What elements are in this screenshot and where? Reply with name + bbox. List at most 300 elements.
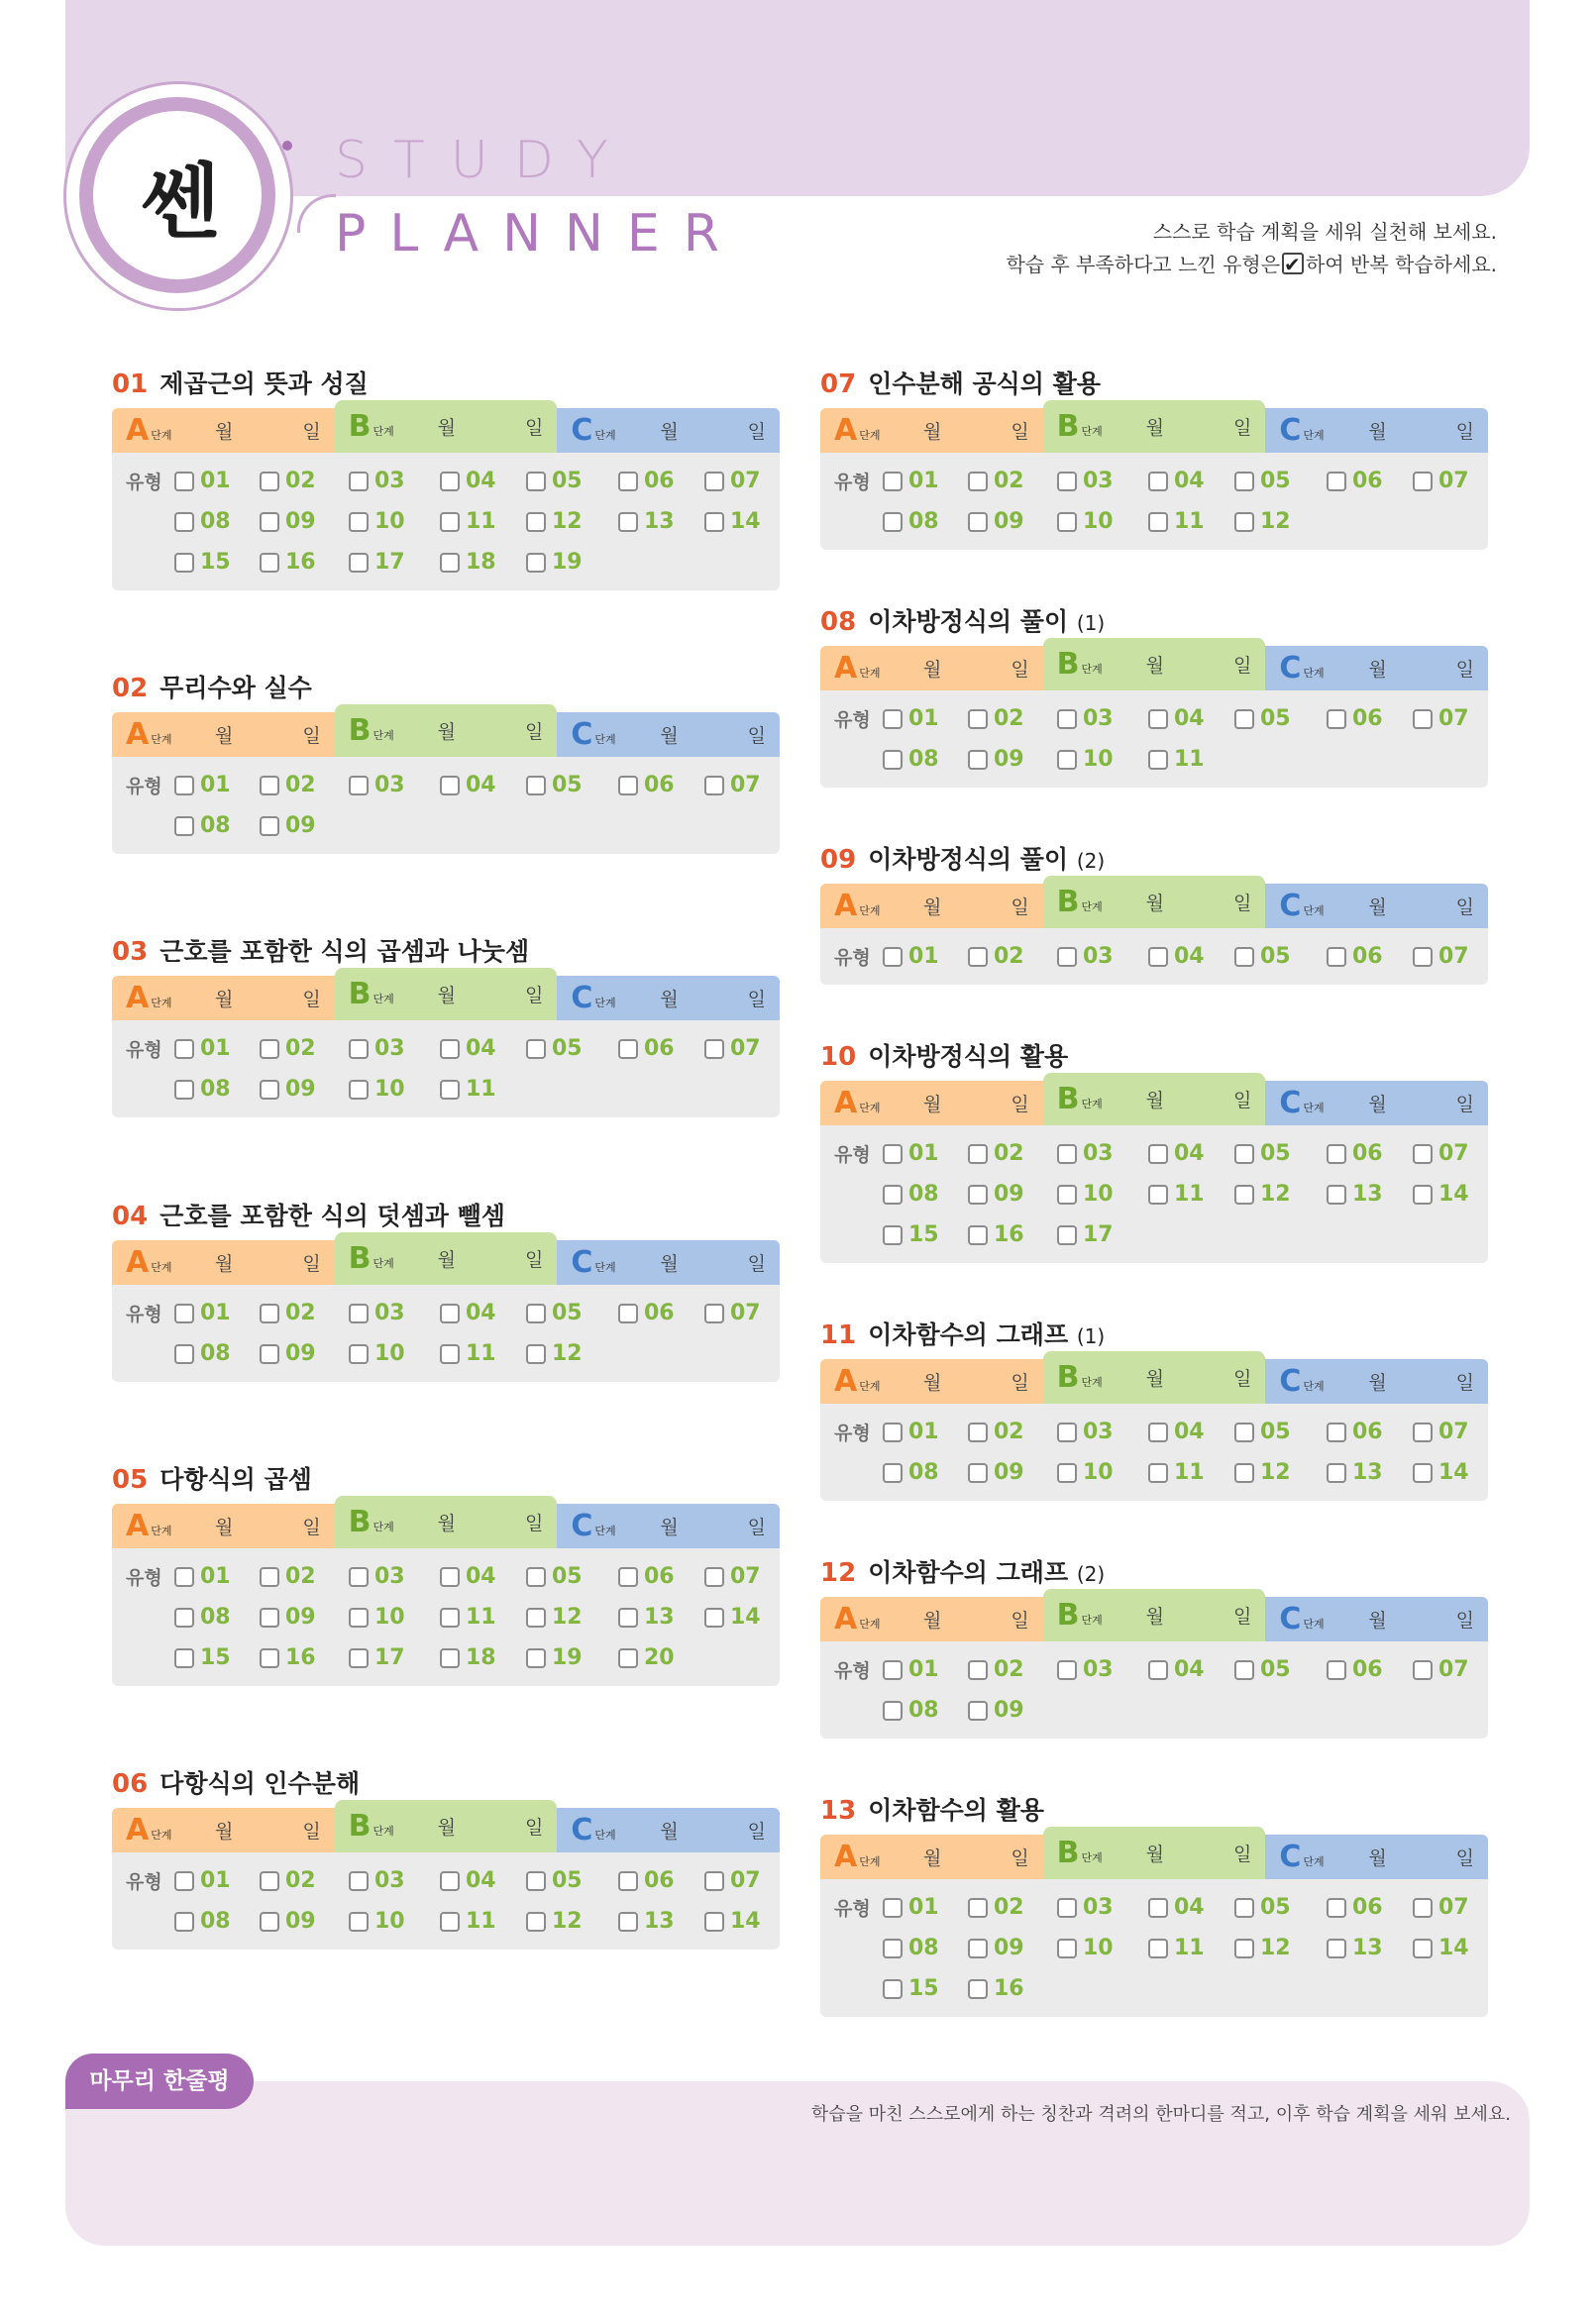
checkbox[interactable]: [440, 1344, 460, 1364]
checkbox[interactable]: [440, 1912, 460, 1932]
day-field[interactable]: 일: [1232, 417, 1252, 439]
checkbox[interactable]: [260, 776, 279, 795]
type-item[interactable]: [1148, 1936, 1234, 1960]
type-item[interactable]: [174, 1564, 260, 1589]
checkbox[interactable]: [1413, 1898, 1433, 1918]
type-item[interactable]: [1148, 1182, 1234, 1207]
checkbox[interactable]: [440, 1648, 460, 1668]
checkbox[interactable]: [1148, 472, 1168, 491]
type-item[interactable]: [440, 1868, 526, 1893]
checkbox[interactable]: [1057, 472, 1077, 491]
type-item[interactable]: [349, 1868, 440, 1893]
type-item[interactable]: [883, 1420, 968, 1444]
type-item[interactable]: [1057, 1182, 1148, 1207]
checkbox[interactable]: [440, 1039, 460, 1059]
checkbox[interactable]: [174, 472, 194, 491]
checkbox[interactable]: [883, 1898, 903, 1918]
type-item[interactable]: [704, 509, 764, 534]
type-item[interactable]: [349, 1605, 440, 1630]
day-field[interactable]: 일: [302, 421, 321, 443]
checkbox[interactable]: [704, 512, 724, 532]
checkbox[interactable]: [1234, 1185, 1254, 1205]
checkbox[interactable]: [1148, 1660, 1168, 1680]
checkbox[interactable]: [349, 1344, 369, 1364]
day-field[interactable]: 일: [1011, 897, 1029, 918]
checkbox[interactable]: [1327, 709, 1346, 729]
type-item[interactable]: [260, 1645, 349, 1670]
checkbox[interactable]: [1148, 750, 1168, 770]
checkbox[interactable]: [968, 1660, 988, 1680]
checkbox[interactable]: [260, 1608, 279, 1628]
checkbox[interactable]: [883, 750, 903, 770]
type-item[interactable]: [1413, 1895, 1472, 1920]
day-field[interactable]: 일: [524, 721, 544, 743]
checkbox[interactable]: [174, 553, 194, 573]
checkbox[interactable]: [1413, 472, 1433, 491]
type-item[interactable]: [618, 1909, 704, 1934]
type-item[interactable]: [349, 1036, 440, 1061]
type-item[interactable]: [968, 1141, 1057, 1166]
type-item[interactable]: [440, 1564, 526, 1589]
day-field[interactable]: 일: [1455, 1372, 1475, 1394]
month-field[interactable]: 월: [1368, 1372, 1387, 1394]
checkbox[interactable]: [174, 776, 194, 795]
checkbox[interactable]: [260, 472, 279, 491]
month-field[interactable]: 월: [1368, 421, 1387, 443]
checkbox[interactable]: [968, 709, 988, 729]
checkbox[interactable]: [618, 1039, 638, 1059]
checkbox[interactable]: [704, 1608, 724, 1628]
type-item[interactable]: [704, 469, 764, 493]
checkbox[interactable]: [440, 1608, 460, 1628]
month-field[interactable]: 월: [1145, 1090, 1165, 1111]
checkbox[interactable]: [526, 553, 546, 573]
type-item[interactable]: [349, 1341, 440, 1366]
type-item[interactable]: [174, 1077, 260, 1102]
checkbox[interactable]: [1327, 1185, 1346, 1205]
type-item[interactable]: [174, 813, 260, 838]
day-field[interactable]: 일: [524, 1249, 544, 1271]
day-field[interactable]: 일: [302, 1517, 321, 1538]
type-item[interactable]: [440, 773, 526, 797]
type-item[interactable]: [260, 550, 349, 575]
day-field[interactable]: 일: [747, 1517, 767, 1538]
checkbox[interactable]: [1148, 512, 1168, 532]
checkbox[interactable]: [174, 1912, 194, 1932]
type-item[interactable]: [883, 1657, 968, 1682]
type-item[interactable]: [883, 1141, 968, 1166]
type-item[interactable]: [1327, 944, 1413, 969]
checkbox[interactable]: [1234, 1144, 1254, 1164]
type-item[interactable]: [1057, 469, 1148, 493]
month-field[interactable]: 월: [1145, 893, 1165, 914]
month-field[interactable]: 월: [215, 725, 234, 747]
checkbox[interactable]: [526, 1912, 546, 1932]
type-item[interactable]: [440, 1077, 526, 1102]
checkbox[interactable]: [968, 1185, 988, 1205]
type-item[interactable]: [1413, 1460, 1472, 1485]
type-item[interactable]: [968, 469, 1057, 493]
type-item[interactable]: [260, 1605, 349, 1630]
checkbox[interactable]: [260, 1648, 279, 1668]
checkbox[interactable]: [1057, 1423, 1077, 1442]
checkbox[interactable]: [349, 553, 369, 573]
checkbox[interactable]: [883, 1939, 903, 1958]
checkbox[interactable]: [349, 1648, 369, 1668]
checkbox[interactable]: [704, 472, 724, 491]
checkbox[interactable]: [526, 1567, 546, 1587]
checkbox[interactable]: [618, 1608, 638, 1628]
checkbox[interactable]: [1148, 1144, 1168, 1164]
type-item[interactable]: [349, 1077, 440, 1102]
type-item[interactable]: [349, 1645, 440, 1670]
type-item[interactable]: [1413, 1141, 1472, 1166]
type-item[interactable]: [968, 747, 1057, 772]
type-item[interactable]: [1148, 1657, 1234, 1682]
checkbox[interactable]: [883, 1225, 903, 1245]
checkbox[interactable]: [440, 1080, 460, 1100]
month-field[interactable]: 월: [923, 1847, 942, 1869]
checkbox[interactable]: [1057, 1939, 1077, 1958]
checkbox[interactable]: [349, 1912, 369, 1932]
checkbox[interactable]: [1413, 1423, 1433, 1442]
checkbox[interactable]: [968, 947, 988, 967]
type-item[interactable]: [883, 469, 968, 493]
checkbox[interactable]: [968, 1701, 988, 1721]
checkbox[interactable]: [1057, 1225, 1077, 1245]
type-item[interactable]: [1057, 1657, 1148, 1682]
checkbox[interactable]: [260, 553, 279, 573]
checkbox[interactable]: [526, 472, 546, 491]
type-item[interactable]: [440, 469, 526, 493]
month-field[interactable]: 월: [923, 421, 942, 443]
type-item[interactable]: [618, 1605, 704, 1630]
month-field[interactable]: 월: [215, 1821, 234, 1843]
day-field[interactable]: 일: [1455, 897, 1475, 918]
type-item[interactable]: [260, 1564, 349, 1589]
checkbox[interactable]: [1327, 1898, 1346, 1918]
checkbox[interactable]: [1327, 1463, 1346, 1483]
checkbox[interactable]: [174, 1871, 194, 1891]
day-field[interactable]: 일: [1011, 659, 1029, 681]
day-field[interactable]: 일: [747, 989, 767, 1010]
checkbox[interactable]: [174, 1344, 194, 1364]
type-item[interactable]: [704, 1868, 764, 1893]
type-item[interactable]: [1234, 1141, 1327, 1166]
type-item[interactable]: [968, 1698, 1057, 1723]
checkbox[interactable]: [440, 1567, 460, 1587]
type-item[interactable]: [883, 944, 968, 969]
checkbox[interactable]: [704, 1912, 724, 1932]
checkbox[interactable]: [174, 1648, 194, 1668]
checkbox[interactable]: [968, 1225, 988, 1245]
type-item[interactable]: [1234, 1936, 1327, 1960]
type-item[interactable]: [968, 509, 1057, 534]
type-item[interactable]: [1057, 1420, 1148, 1444]
type-item[interactable]: [1234, 1182, 1327, 1207]
type-item[interactable]: [526, 1605, 618, 1630]
type-item[interactable]: [1327, 706, 1413, 731]
checkbox[interactable]: [1057, 750, 1077, 770]
month-field[interactable]: 월: [660, 989, 679, 1010]
month-field[interactable]: 월: [437, 1817, 457, 1839]
type-item[interactable]: [1327, 1657, 1413, 1682]
day-field[interactable]: 일: [1232, 1368, 1252, 1390]
checkbox[interactable]: [174, 1567, 194, 1587]
type-item[interactable]: [174, 773, 260, 797]
type-item[interactable]: [1148, 469, 1234, 493]
type-item[interactable]: [1148, 1460, 1234, 1485]
type-item[interactable]: [1327, 1420, 1413, 1444]
checkbox[interactable]: [618, 1648, 638, 1668]
day-field[interactable]: 일: [302, 989, 321, 1010]
type-item[interactable]: [704, 1564, 764, 1589]
checkbox[interactable]: [704, 1871, 724, 1891]
day-field[interactable]: 일: [1232, 1844, 1252, 1865]
checkbox[interactable]: [704, 1567, 724, 1587]
month-field[interactable]: 월: [437, 721, 457, 743]
checkbox[interactable]: [883, 1660, 903, 1680]
month-field[interactable]: 월: [215, 1517, 234, 1538]
checkbox[interactable]: [349, 1567, 369, 1587]
month-field[interactable]: 월: [437, 1249, 457, 1271]
checkbox[interactable]: [968, 1463, 988, 1483]
type-item[interactable]: [1234, 1657, 1327, 1682]
checkbox[interactable]: [883, 947, 903, 967]
type-item[interactable]: [1148, 1141, 1234, 1166]
checkbox[interactable]: [440, 472, 460, 491]
type-item[interactable]: [1327, 1141, 1413, 1166]
type-item[interactable]: [260, 813, 349, 838]
checkbox[interactable]: [440, 553, 460, 573]
checkbox[interactable]: [1148, 709, 1168, 729]
checkbox[interactable]: [260, 1344, 279, 1364]
checkbox[interactable]: [618, 512, 638, 532]
month-field[interactable]: 월: [923, 1094, 942, 1115]
checkbox[interactable]: [349, 1080, 369, 1100]
type-item[interactable]: [968, 1420, 1057, 1444]
type-item[interactable]: [349, 1909, 440, 1934]
day-field[interactable]: 일: [1011, 1610, 1029, 1632]
month-field[interactable]: 월: [215, 1253, 234, 1275]
month-field[interactable]: 월: [1368, 1847, 1387, 1869]
type-item[interactable]: [1327, 1895, 1413, 1920]
type-item[interactable]: [1057, 747, 1148, 772]
type-item[interactable]: [440, 1341, 526, 1366]
checkbox[interactable]: [174, 1304, 194, 1323]
type-item[interactable]: [174, 1036, 260, 1061]
day-field[interactable]: 일: [747, 1253, 767, 1275]
type-item[interactable]: [1413, 706, 1472, 731]
type-item[interactable]: [526, 1301, 618, 1325]
type-item[interactable]: [174, 1605, 260, 1630]
checkbox[interactable]: [618, 472, 638, 491]
checkbox[interactable]: [1057, 1185, 1077, 1205]
checkbox[interactable]: [526, 512, 546, 532]
type-item[interactable]: [968, 1222, 1057, 1247]
type-item[interactable]: [1057, 1141, 1148, 1166]
type-item[interactable]: [349, 509, 440, 534]
type-item[interactable]: [883, 1222, 968, 1247]
month-field[interactable]: 월: [1368, 659, 1387, 681]
checkbox[interactable]: [349, 1304, 369, 1323]
type-item[interactable]: [1057, 706, 1148, 731]
checkbox[interactable]: [883, 1979, 903, 1999]
checkbox[interactable]: [1413, 947, 1433, 967]
type-item[interactable]: [174, 1645, 260, 1670]
checkbox[interactable]: [883, 1185, 903, 1205]
month-field[interactable]: 월: [660, 725, 679, 747]
type-item[interactable]: [174, 1909, 260, 1934]
type-item[interactable]: [1327, 1182, 1413, 1207]
type-item[interactable]: [883, 1460, 968, 1485]
type-item[interactable]: [1234, 509, 1327, 534]
day-field[interactable]: 일: [1232, 893, 1252, 914]
type-item[interactable]: [1413, 1657, 1472, 1682]
checkbox[interactable]: [260, 1912, 279, 1932]
checkbox[interactable]: [174, 1608, 194, 1628]
checkbox[interactable]: [1234, 1660, 1254, 1680]
checkbox[interactable]: [526, 1304, 546, 1323]
type-item[interactable]: [883, 1182, 968, 1207]
type-item[interactable]: [1234, 706, 1327, 731]
month-field[interactable]: 월: [1145, 1844, 1165, 1865]
type-item[interactable]: [260, 509, 349, 534]
type-item[interactable]: [968, 1657, 1057, 1682]
day-field[interactable]: 일: [1455, 1847, 1475, 1869]
day-field[interactable]: 일: [1232, 655, 1252, 677]
type-item[interactable]: [526, 1564, 618, 1589]
day-field[interactable]: 일: [524, 985, 544, 1006]
checkbox[interactable]: [440, 1304, 460, 1323]
type-item[interactable]: [440, 1605, 526, 1630]
type-item[interactable]: [883, 1976, 968, 2001]
day-field[interactable]: 일: [1455, 1094, 1475, 1115]
type-item[interactable]: [260, 1036, 349, 1061]
type-item[interactable]: [618, 1645, 704, 1670]
type-item[interactable]: [526, 1341, 618, 1366]
day-field[interactable]: 일: [302, 1821, 321, 1843]
day-field[interactable]: 일: [1455, 1610, 1475, 1632]
month-field[interactable]: 월: [1145, 1368, 1165, 1390]
checkbox[interactable]: [526, 1344, 546, 1364]
type-item[interactable]: [883, 747, 968, 772]
checkbox[interactable]: [526, 1648, 546, 1668]
type-item[interactable]: [349, 1301, 440, 1325]
checkbox[interactable]: [174, 512, 194, 532]
checkbox[interactable]: [1234, 1898, 1254, 1918]
checkbox[interactable]: [260, 1304, 279, 1323]
checkbox[interactable]: [1057, 709, 1077, 729]
type-item[interactable]: [704, 773, 764, 797]
type-item[interactable]: [1148, 747, 1234, 772]
day-field[interactable]: 일: [524, 417, 544, 439]
checkbox[interactable]: [349, 1608, 369, 1628]
checkbox[interactable]: [968, 1898, 988, 1918]
checkbox[interactable]: [260, 1039, 279, 1059]
type-item[interactable]: [968, 1460, 1057, 1485]
day-field[interactable]: 일: [1011, 1372, 1029, 1394]
type-item[interactable]: [526, 1036, 618, 1061]
type-item[interactable]: [618, 1868, 704, 1893]
type-item[interactable]: [349, 550, 440, 575]
checkbox[interactable]: [883, 512, 903, 532]
month-field[interactable]: 월: [1145, 1606, 1165, 1628]
type-item[interactable]: [1057, 1222, 1148, 1247]
month-field[interactable]: 월: [215, 989, 234, 1010]
day-field[interactable]: 일: [302, 1253, 321, 1275]
checkbox[interactable]: [174, 816, 194, 836]
checkbox[interactable]: [1234, 512, 1254, 532]
type-item[interactable]: [618, 773, 704, 797]
day-field[interactable]: 일: [1232, 1606, 1252, 1628]
day-field[interactable]: 일: [302, 725, 321, 747]
type-item[interactable]: [1148, 1420, 1234, 1444]
type-item[interactable]: [883, 1895, 968, 1920]
type-item[interactable]: [883, 1698, 968, 1723]
type-item[interactable]: [1148, 509, 1234, 534]
month-field[interactable]: 월: [215, 421, 234, 443]
month-field[interactable]: 월: [660, 421, 679, 443]
type-item[interactable]: [174, 1868, 260, 1893]
checkbox[interactable]: [968, 512, 988, 532]
checkbox[interactable]: [968, 1144, 988, 1164]
checkbox[interactable]: [968, 1423, 988, 1442]
type-item[interactable]: [618, 1564, 704, 1589]
type-item[interactable]: [526, 469, 618, 493]
type-item[interactable]: [618, 1036, 704, 1061]
month-field[interactable]: 월: [923, 897, 942, 918]
checkbox[interactable]: [1234, 709, 1254, 729]
type-item[interactable]: [260, 1868, 349, 1893]
checkbox[interactable]: [1413, 1144, 1433, 1164]
type-item[interactable]: [618, 1301, 704, 1325]
checkbox[interactable]: [1327, 472, 1346, 491]
checkbox[interactable]: [1327, 1144, 1346, 1164]
type-item[interactable]: [440, 1909, 526, 1934]
month-field[interactable]: 월: [660, 1253, 679, 1275]
month-field[interactable]: 월: [660, 1821, 679, 1843]
type-item[interactable]: [1234, 1460, 1327, 1485]
checkbox[interactable]: [440, 512, 460, 532]
checkbox[interactable]: [1148, 1185, 1168, 1205]
type-item[interactable]: [526, 773, 618, 797]
day-field[interactable]: 일: [1455, 421, 1475, 443]
type-item[interactable]: [526, 550, 618, 575]
type-item[interactable]: [968, 944, 1057, 969]
checkbox[interactable]: [174, 1039, 194, 1059]
type-item[interactable]: [704, 1605, 764, 1630]
type-item[interactable]: [883, 509, 968, 534]
checkbox[interactable]: [883, 1423, 903, 1442]
type-item[interactable]: [526, 1645, 618, 1670]
checkbox[interactable]: [1327, 1939, 1346, 1958]
type-item[interactable]: [174, 1341, 260, 1366]
type-item[interactable]: [260, 1909, 349, 1934]
checkbox[interactable]: [704, 776, 724, 795]
day-field[interactable]: 일: [1011, 1094, 1029, 1115]
type-item[interactable]: [618, 469, 704, 493]
day-field[interactable]: 일: [524, 1513, 544, 1534]
day-field[interactable]: 일: [747, 1821, 767, 1843]
type-item[interactable]: [526, 509, 618, 534]
checkbox[interactable]: [1148, 1898, 1168, 1918]
type-item[interactable]: [618, 509, 704, 534]
type-item[interactable]: [440, 509, 526, 534]
day-field[interactable]: 일: [1011, 421, 1029, 443]
day-field[interactable]: 일: [747, 725, 767, 747]
type-item[interactable]: [1413, 1182, 1472, 1207]
